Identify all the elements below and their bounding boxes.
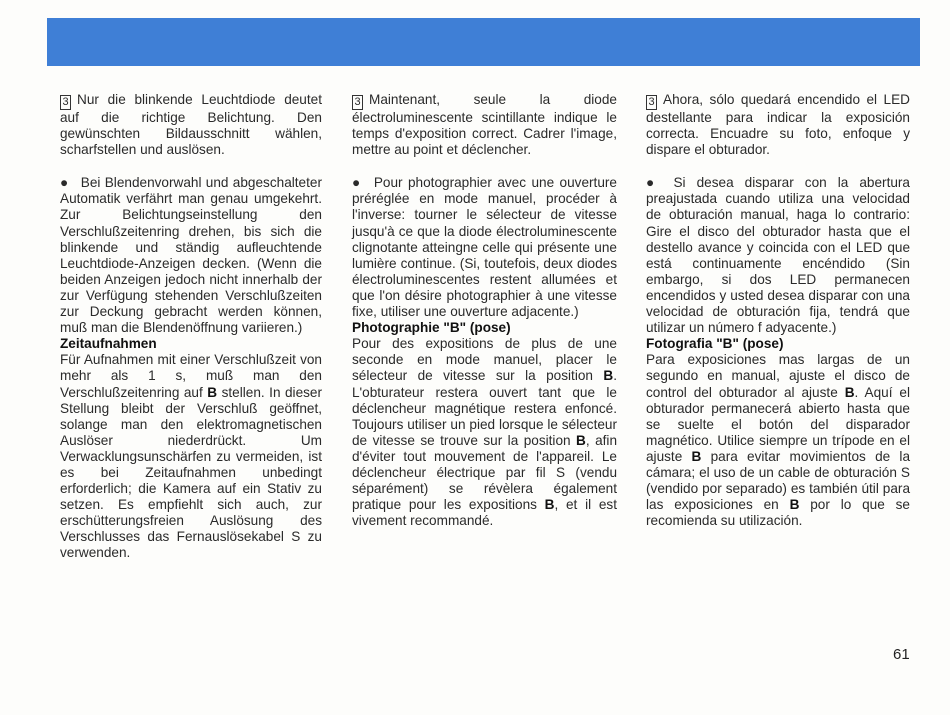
page-number: 61 xyxy=(893,646,910,663)
bullet-icon: ● xyxy=(60,175,69,191)
bullet-icon: ● xyxy=(646,175,662,191)
french-bullet-paragraph: ● Pour photographier avec une ouverture préréglée en mode manuel, procéder à l'inverse: tourner le sélecteur de vitesse jusqu'à ce que la diode électroluminescente clignotante atteingne celle qui présente une lumière continue. (Si, toutefois, deux diodes électroluminescentes restent allumées et que l'on désire photographier à une vitesse fixe, utiliser une ouverture adjacente.) xyxy=(352,175,617,320)
step-number-box: 3 xyxy=(60,95,71,110)
spanish-bullet-paragraph: ● Si desea disparar con la abertura preajustada cuando utiliza una velocidad de obturación manual, haga lo contrario: Gire el disco del obturador hasta que el destello avance y coincida con el LED que está continuamente encéndido (Sin embargo, si dos LED permanecen encendidos y usted desea disparar con una velocidad de obturación fija, tendrá que utilizar un número f adyacente.) xyxy=(646,175,910,336)
french-step-paragraph: 3 Maintenant, seule la diode électroluminescente scintillante indique le temps d'exposition correct. Cadrer l'image, mettre au point et déclencher. xyxy=(352,92,617,158)
french-section-heading: Photographie "B" (pose) xyxy=(352,320,511,336)
german-bulb-paragraph: Für Aufnahmen mit einer Verschlußzeit von mehr als 1 s, muß man den Verschlußzeitenring auf B stellen. In dieser Stellung bleibt der Verschluß geöffnet, solange man den elektromagnetischen Auslöser niederdrückt. Um Verwacklungsunschärfen zu vermeiden, ist es bei Zeitaufnahmen unbedingt erforderlich; die Kamera auf ein Stativ zu setzen. Es empfiehlt sich auch, zur erschütterungsfreien Auslösung des Verschlusses das Fernauslösekabel S zu verwenden. xyxy=(60,352,323,561)
german-step-paragraph: 3 Nur die blinkende Leuchtdiode deutet auf die richtige Belichtung. Den gewünschten Bildausschnitt wählen, scharfstellen und auslösen. xyxy=(60,92,322,158)
french-column xyxy=(352,92,617,529)
spanish-bulb-paragraph: Para exposiciones mas largas de un segundo en manual, ajuste el disco de control del obturador al ajuste B. Aquí el obturador permanecerá abierto hasta que se suelte el botón del disparador magnético. Utilice siempre un trípode en el ajuste B para evitar movimientos de la cámara; el uso de un cable de obturación S (vendido por separado) es también útil para las exposiciones en B por lo que se recomienda su utilización. xyxy=(646,352,911,529)
german-bullet-paragraph: ● Bei Blendenvorwahl und abgeschalteter Automatik verfährt man genau umgekehrt. Zur Belichtungseinstellung den Verschlußzeitenring drehen, bis sich die blinkende und ständig aufleuchtende Leuchtdiode-Anzeigen decken. (Wenn die beiden Anzeigen jedoch nicht innerhalb der zur Verfügung stehenden Verschlußzeiten zur Deckung gebracht werden können, muß man die Blendenöffnung variieren.) xyxy=(60,175,322,336)
step-number-box: 3 xyxy=(646,95,657,110)
french-bulb-paragraph: Pour des expositions de plus de une seconde en mode manuel, placer le sélecteur de vitesse sur la position B. L'obturateur restera ouvert tant que le déclencheur magnétique restera enfoncé. Toujours utiliser un pied lorsque le sélecteur de vitesse se trouve sur la position B, afin d'éviter tout mouvement de l'appareil. Le déclencheur électrique par fil S (vendu séparément) se révèlera également pratique pour les expositions B, et il est vivement recommandé. xyxy=(352,336,618,529)
german-column xyxy=(60,92,322,562)
spanish-section-heading: Fotografia "B" (pose) xyxy=(646,336,784,352)
spanish-column xyxy=(646,92,910,529)
step-number-box: 3 xyxy=(352,95,363,110)
german-section-heading: Zeitaufnahmen xyxy=(60,336,157,352)
header-banner xyxy=(47,18,920,66)
bullet-icon: ● xyxy=(352,175,362,191)
spanish-step-paragraph: 3 Ahora, sólo quedará encendido el LED destellante para indicar la exposición correcta. Encuadre su foto, enfoque y dispare el obturador. xyxy=(646,92,910,158)
